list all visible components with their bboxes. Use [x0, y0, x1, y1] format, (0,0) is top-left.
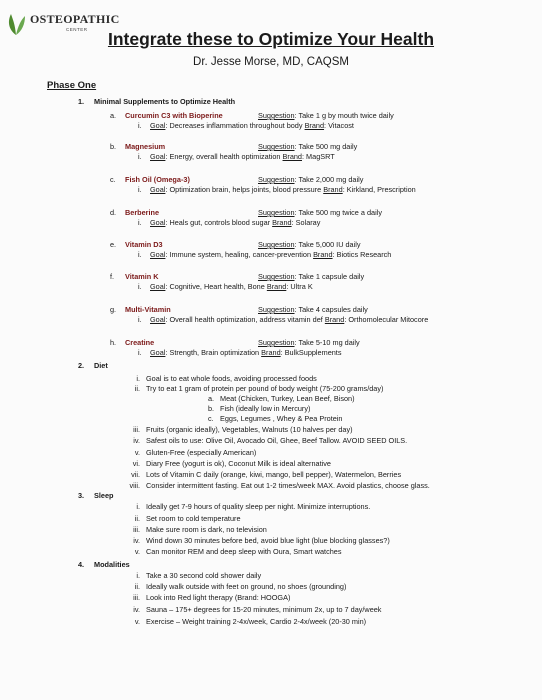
item-numeral: ii. — [134, 582, 140, 591]
list-item — [126, 547, 341, 556]
list-item — [126, 605, 381, 614]
goal-value: : Decreases inflammation throughout body — [165, 121, 303, 130]
supplement-item — [110, 272, 159, 281]
item-numeral: i. — [136, 502, 140, 511]
suggestion-value: : Take 500 mg twice a daily — [294, 208, 382, 217]
goal-line — [138, 315, 428, 324]
section-heading: 4. Modalities — [78, 560, 130, 569]
phase-heading: Phase One — [47, 80, 97, 91]
item-text: Try to eat 1 gram of protein per pound of body weight (75-200 grams/day) — [146, 384, 384, 393]
suggestion-text — [258, 111, 394, 120]
item-numeral: i. — [138, 315, 142, 324]
suggestion-value: : Take 1 g by mouth twice daily — [294, 111, 394, 120]
goal-label: Goal — [150, 282, 166, 291]
goal-label: Goal — [150, 185, 166, 194]
item-text: Wind down 30 minutes before bed, avoid blue light (blue blocking glasses?) — [146, 536, 390, 545]
supplement-item — [110, 111, 223, 120]
supplement-item — [110, 142, 165, 151]
goal-value: : Heals gut, controls blood sugar — [165, 218, 271, 227]
list-item — [126, 425, 353, 434]
item-text: Meat (Chicken, Turkey, Lean Beef, Bison) — [220, 394, 355, 403]
list-item — [208, 414, 343, 423]
list-item — [126, 436, 407, 445]
suggestion-text — [258, 272, 364, 281]
item-numeral: i. — [138, 282, 142, 291]
item-numeral: i. — [136, 571, 140, 580]
item-numeral: ii. — [134, 514, 140, 523]
goal-value: : Cognitive, Heart health, Bone — [165, 282, 265, 291]
item-text: Can monitor REM and deep sleep with Oura, Smart watches — [146, 547, 342, 556]
goal-label: Goal — [150, 152, 166, 161]
item-text: Lots of Vitamin C daily (orange, kiwi, mango, bell pepper), Watermelon, Berries — [146, 470, 402, 479]
item-text: Gluten-Free (especially American) — [146, 448, 257, 457]
brand-label: Brand — [282, 152, 302, 161]
supplement-name: Berberine — [125, 208, 160, 217]
item-text: Sauna – 175+ degrees for 15-20 minutes, minimum 2x, up to 7 day/week — [146, 605, 382, 614]
brand-value: : Kirkland, Prescription — [342, 185, 416, 194]
supplement-name: Vitamin D3 — [125, 240, 163, 249]
suggestion-label: Suggestion — [258, 338, 295, 347]
item-letter: h. — [110, 338, 117, 347]
goal-label: Goal — [150, 218, 166, 227]
goal-line — [138, 185, 416, 194]
brand-label: Brand — [323, 185, 343, 194]
item-numeral: i. — [138, 218, 142, 227]
list-item — [126, 470, 401, 479]
page-title: Integrate these to Optimize Your Health — [107, 29, 435, 49]
item-text: Exercise – Weight training 2-4x/week, Cardio 2-4x/week (20-30 min) — [146, 617, 367, 626]
item-letter: a. — [110, 111, 117, 120]
goal-line — [138, 348, 341, 357]
list-item — [126, 571, 261, 580]
item-letter: g. — [110, 305, 117, 314]
supplement-item — [110, 338, 154, 347]
suggestion-text — [258, 142, 357, 151]
item-numeral: iii. — [133, 525, 140, 534]
item-numeral: viii. — [129, 481, 140, 490]
list-item — [126, 582, 346, 591]
goal-line — [138, 250, 391, 259]
item-letter: b. — [110, 142, 117, 151]
suggestion-label: Suggestion — [258, 208, 295, 217]
supplement-name: Vitamin K — [125, 272, 159, 281]
item-text: Look into Red light therapy (Brand: HOOGA) — [146, 593, 291, 602]
item-letter: c. — [208, 414, 214, 423]
item-numeral: i. — [138, 348, 142, 357]
goal-label: Goal — [150, 250, 166, 259]
list-item — [126, 536, 390, 545]
suggestion-value: : Take 5-10 mg daily — [294, 338, 360, 347]
suggestion-label: Suggestion — [258, 111, 295, 120]
brand-label: Brand — [304, 121, 325, 130]
suggestion-label: Suggestion — [258, 142, 295, 151]
list-item — [208, 404, 310, 413]
list-item — [208, 394, 355, 403]
item-numeral: iii. — [133, 593, 140, 602]
item-numeral: ii. — [134, 384, 140, 393]
supplement-item — [110, 208, 159, 217]
item-numeral: vii. — [131, 470, 140, 479]
goal-label: Goal — [150, 121, 166, 130]
goal-line — [138, 218, 320, 227]
brand-label: Brand — [266, 282, 287, 291]
suggestion-label: Suggestion — [258, 240, 295, 249]
item-text: Set room to cold temperature — [146, 514, 241, 523]
suggestion-text — [258, 305, 368, 314]
goal-label: Goal — [150, 348, 166, 357]
item-text: Diary Free (yogurt is ok), Coconut Milk is ideal alternative — [146, 459, 331, 468]
supplement-name: Curcumin C3 with Bioperine — [125, 111, 223, 120]
author-line: Dr. Jesse Morse, MD, CAQSM — [193, 56, 349, 68]
item-numeral: iii. — [133, 425, 140, 434]
supplement-item — [110, 305, 171, 314]
item-numeral: v. — [134, 547, 140, 556]
suggestion-value: : Take 1 capsule daily — [294, 272, 365, 281]
item-text: Safest oils to use: Olive Oil, Avocado Oil, Ghee, Beef Tallow. AVOID SEED OILS. — [146, 436, 408, 445]
item-numeral: i. — [138, 250, 142, 259]
suggestion-label: Suggestion — [258, 305, 295, 314]
list-item — [126, 448, 256, 457]
supplement-item — [110, 175, 190, 184]
goal-value: : Immune system, healing, cancer-prevention — [165, 250, 312, 259]
brand-label: Brand — [272, 218, 292, 227]
item-numeral: vi. — [132, 459, 140, 468]
item-text: Make sure room is dark, no television — [146, 525, 267, 534]
list-item — [126, 459, 331, 468]
brand-value: : Biotics Research — [332, 250, 392, 259]
list-item — [126, 617, 366, 626]
supplement-name: Fish Oil (Omega-3) — [125, 175, 190, 184]
item-numeral: i. — [136, 374, 140, 383]
item-text: Ideally walk outside with feet on ground, no shoes (grounding) — [146, 582, 347, 591]
list-item — [126, 593, 290, 602]
brand-value: : Orthomolecular Mitocore — [344, 315, 429, 324]
item-text: Consider intermittent fasting. Eat out 1-2 times/week MAX. Avoid plastics, choose glass. — [146, 481, 430, 490]
section-heading: 3. Sleep — [78, 491, 114, 500]
goal-line — [138, 121, 354, 130]
item-letter: e. — [110, 240, 117, 249]
list-item — [126, 374, 317, 383]
list-item — [126, 525, 267, 534]
item-numeral: v. — [134, 617, 140, 626]
suggestion-label: Suggestion — [258, 175, 295, 184]
logo-subtitle: CENTER — [66, 27, 88, 32]
item-numeral: iv. — [133, 536, 140, 545]
item-text: Goal is to eat whole foods, avoiding processed foods — [146, 374, 317, 383]
logo-name: OSTEOPATHIC — [30, 12, 120, 26]
goal-line — [138, 282, 313, 291]
suggestion-text — [258, 240, 361, 249]
brand-label: Brand — [261, 348, 281, 357]
list-item — [126, 502, 370, 511]
item-letter: d. — [110, 208, 117, 217]
list-item — [126, 481, 430, 490]
item-text: Take a 30 second cold shower daily — [146, 571, 262, 580]
item-text: Ideally get 7-9 hours of quality sleep per night. Minimize interruptions. — [146, 502, 371, 511]
suggestion-value: : Take 500 mg daily — [294, 142, 358, 151]
list-item — [126, 514, 241, 523]
goal-label: Goal — [150, 315, 166, 324]
item-letter: a. — [208, 394, 215, 403]
brand-label: Brand — [313, 250, 333, 259]
item-numeral: i. — [138, 152, 142, 161]
list-item — [126, 384, 383, 393]
item-letter: c. — [110, 175, 116, 184]
item-numeral: iv. — [133, 436, 140, 445]
goal-value: : Overall health optimization, address vitamin def — [165, 315, 323, 324]
suggestion-value: : Take 2,000 mg daily — [294, 175, 364, 184]
supplement-item — [110, 240, 163, 249]
suggestion-text — [258, 175, 363, 184]
suggestion-text — [258, 338, 360, 347]
suggestion-value: : Take 4 capsules daily — [294, 305, 368, 314]
goal-value: : Strength, Brain optimization — [165, 348, 260, 357]
item-text: Eggs, Legumes , Whey & Pea Protein — [220, 414, 343, 423]
brand-value: : BulkSupplements — [280, 348, 342, 357]
item-text: Fruits (organic ideally), Vegetables, Walnuts (10 halves per day) — [146, 425, 353, 434]
item-numeral: v. — [134, 448, 140, 457]
suggestion-label: Suggestion — [258, 272, 295, 281]
supplement-name: Multi-Vitamin — [125, 305, 171, 314]
brand-label: Brand — [324, 315, 345, 324]
brand-value: : Vitacost — [324, 121, 354, 130]
suggestion-text — [258, 208, 382, 217]
goal-value: : Optimization brain, helps joints, blood pressure — [165, 185, 322, 194]
item-letter: b. — [208, 404, 215, 413]
supplement-name: Magnesium — [125, 142, 166, 151]
brand-value: : Solaray — [291, 218, 321, 227]
supplement-name: Creatine — [125, 338, 155, 347]
section-heading: 2. Diet — [78, 361, 108, 370]
item-text: Fish (ideally low in Mercury) — [220, 404, 311, 413]
goal-value: : Energy, overall health optimization — [165, 152, 281, 161]
brand-value: : MagSRT — [302, 152, 335, 161]
goal-line — [138, 152, 335, 161]
item-numeral: i. — [138, 185, 142, 194]
item-numeral: i. — [138, 121, 142, 130]
suggestion-value: : Take 5,000 IU daily — [294, 240, 361, 249]
brand-value: : Ultra K — [286, 282, 313, 291]
item-numeral: iv. — [133, 605, 140, 614]
section-heading: 1. Minimal Supplements to Optimize Health — [78, 97, 236, 106]
item-letter: f. — [110, 272, 115, 281]
